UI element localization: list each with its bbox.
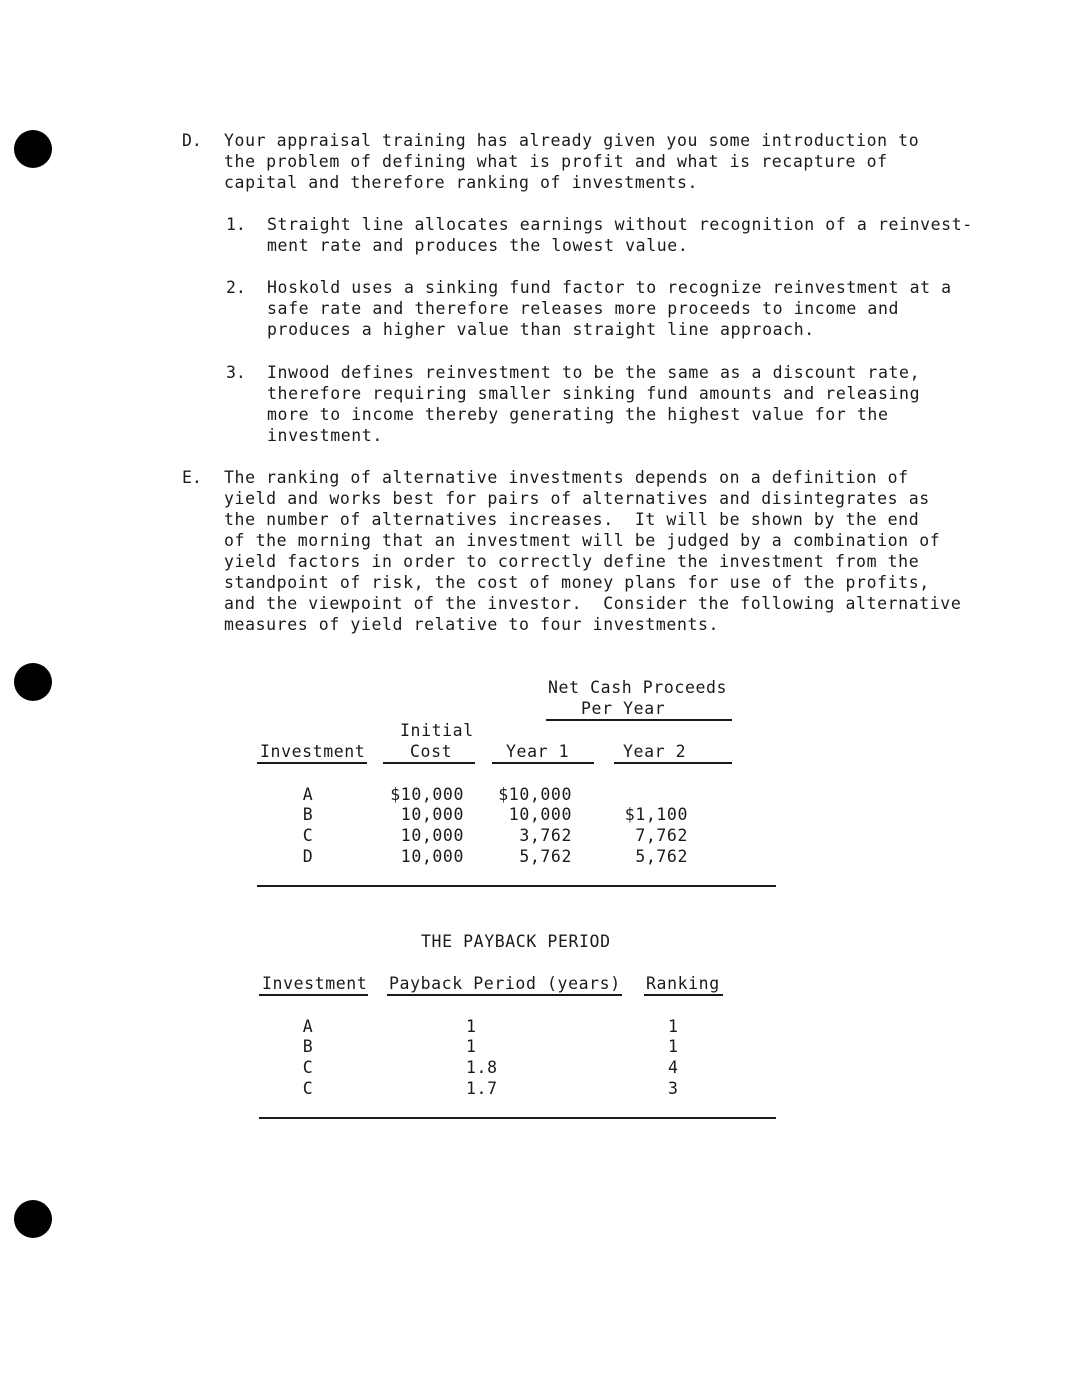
- table2-cell-ranking: 1: [668, 1037, 679, 1056]
- item-3-line: Inwood defines reinvestment to be the same as a discount rate,: [267, 363, 921, 382]
- table1-cell-cost: 10,000: [400, 805, 464, 824]
- table1-cell-investment: D: [302, 847, 314, 866]
- item-1-number: 1.: [226, 215, 246, 234]
- table2-cell-investment: B: [302, 1037, 314, 1056]
- table1-cell-year1: 3,762: [519, 826, 572, 845]
- section-e-line: and the viewpoint of the investor. Consider the following alternative: [224, 594, 962, 613]
- table2-col-ranking: Ranking: [646, 974, 720, 993]
- section-d-line: capital and therefore ranking of investments.: [224, 173, 699, 192]
- table1-cell-year2: 5,762: [635, 847, 688, 866]
- item-3-line: more to income thereby generating the highest value for the: [267, 405, 889, 424]
- table1-col-cost-top: Initial: [400, 721, 474, 740]
- section-e-line: the number of alternatives increases. It will be shown by the end: [224, 510, 920, 529]
- section-e-line: The ranking of alternative investments depends on a definition of: [224, 468, 909, 487]
- section-d-letter: D.: [182, 131, 202, 150]
- table1-header-rule-investment: [257, 762, 367, 764]
- table1-cell-cost: 10,000: [400, 847, 464, 866]
- item-3-line: therefore requiring smaller sinking fund amounts and releasing: [267, 384, 921, 403]
- section-e-line: measures of yield relative to four investments.: [224, 615, 720, 634]
- binder-hole-middle: [14, 663, 52, 701]
- table2-header-rule-ranking: [644, 994, 723, 996]
- item-3-number: 3.: [226, 363, 246, 382]
- table2-header-rule-period: [387, 994, 622, 996]
- table1-cell-cost: $10,000: [390, 785, 464, 804]
- table1-header-rule-year1: [492, 762, 594, 764]
- table2-cell-investment: C: [302, 1058, 314, 1077]
- table1-cell-year2: 7,762: [635, 826, 688, 845]
- section-e-line: yield and works best for pairs of alternatives and disintegrates as: [224, 489, 930, 508]
- table1-cell-year1: 5,762: [519, 847, 572, 866]
- table1-col-year2: Year 2: [623, 742, 687, 761]
- section-e-line: yield factors in order to correctly define the investment from the: [224, 552, 920, 571]
- item-1-line: ment rate and produces the lowest value.: [267, 236, 689, 255]
- table2-cell-ranking: 3: [668, 1079, 679, 1098]
- table2-cell-period: 1.7: [466, 1079, 498, 1098]
- item-3-line: investment.: [267, 426, 383, 445]
- table2-cell-period: 1: [466, 1017, 477, 1036]
- section-e-letter: E.: [182, 468, 202, 487]
- section-e-line: of the morning that an investment will be judged by a combination of: [224, 531, 941, 550]
- table1-col-investment: Investment: [260, 742, 366, 761]
- table1-cell-investment: C: [302, 826, 314, 845]
- section-d-line: Your appraisal training has already given you some introduction to: [224, 131, 920, 150]
- table1-cell-year1: $10,000: [498, 785, 572, 804]
- table2-cell-ranking: 4: [668, 1058, 679, 1077]
- table1-col-cost: Cost: [410, 742, 453, 761]
- binder-hole-top: [14, 130, 52, 168]
- table1-bottom-rule: [257, 885, 776, 887]
- table2-cell-investment: A: [302, 1017, 314, 1036]
- item-2-line: produces a higher value than straight line approach.: [267, 320, 815, 339]
- table1-cell-investment: A: [302, 785, 314, 804]
- table2-bottom-rule: [259, 1117, 776, 1119]
- table2-col-investment: Investment: [262, 974, 368, 993]
- item-2-line: safe rate and therefore releases more proceeds to income and: [267, 299, 900, 318]
- item-1-line: Straight line allocates earnings without recognition of a reinvest-: [267, 215, 973, 234]
- table1-group-rule: [546, 719, 732, 721]
- table1-col-year1: Year 1: [506, 742, 570, 761]
- table1-cell-year2: $1,100: [624, 805, 688, 824]
- table2-col-period: Payback Period (years): [389, 974, 621, 993]
- table1-header-rule-cost: [383, 762, 475, 764]
- table1-cell-year1: 10,000: [508, 805, 572, 824]
- table2-cell-period: 1.8: [466, 1058, 498, 1077]
- table2-header-rule-investment: [259, 994, 368, 996]
- table1-cell-investment: B: [302, 805, 314, 824]
- table1-cell-cost: 10,000: [400, 826, 464, 845]
- table1-group-header: Net Cash Proceeds: [548, 678, 728, 697]
- binder-hole-bottom: [14, 1200, 52, 1238]
- section-e-line: standpoint of risk, the cost of money plans for use of the profits,: [224, 573, 930, 592]
- table2-cell-period: 1: [466, 1037, 477, 1056]
- item-2-line: Hoskold uses a sinking fund factor to recognize reinvestment at a: [267, 278, 952, 297]
- table2-cell-investment: C: [302, 1079, 314, 1098]
- table1-group-header-sub: Per Year: [581, 699, 666, 718]
- table2-title: THE PAYBACK PERIOD: [421, 932, 611, 951]
- section-d-line: the problem of defining what is profit and what is recapture of: [224, 152, 888, 171]
- item-2-number: 2.: [226, 278, 246, 297]
- table1-header-rule-year2: [614, 762, 732, 764]
- table2-cell-ranking: 1: [668, 1017, 679, 1036]
